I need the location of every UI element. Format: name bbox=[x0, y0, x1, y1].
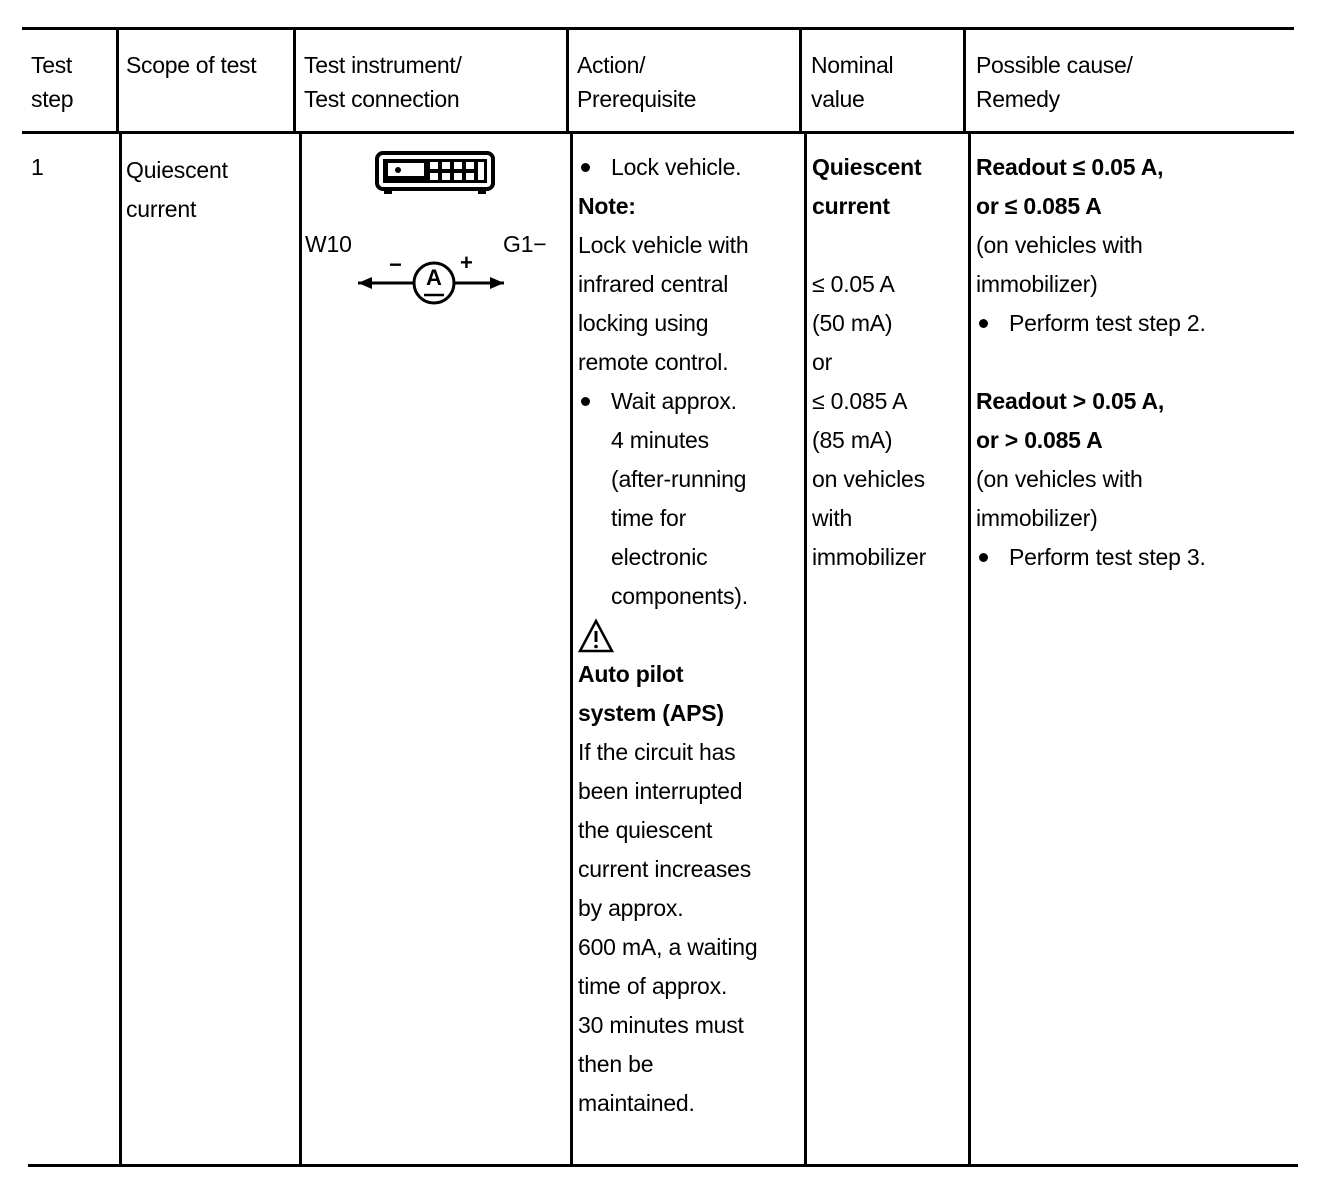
header-action: Action/ Prerequisite bbox=[577, 52, 697, 112]
column-divider-3b bbox=[570, 134, 573, 1167]
connection-right-label: G1− bbox=[503, 231, 547, 257]
bullet-icon bbox=[979, 319, 988, 328]
column-divider-2 bbox=[293, 30, 296, 134]
column-divider-4 bbox=[799, 30, 802, 134]
ammeter-minus-label: − bbox=[389, 252, 402, 277]
header-nominal: Nominal value bbox=[811, 52, 894, 112]
cause-bullet-1: Perform test step 2. bbox=[976, 304, 1296, 343]
row-test-step: 1 bbox=[31, 154, 44, 180]
ammeter-label: A bbox=[426, 265, 442, 290]
bullet-icon bbox=[979, 553, 988, 562]
bullet-icon bbox=[581, 397, 590, 406]
warning-triangle-icon bbox=[578, 616, 806, 655]
column-divider-5b bbox=[968, 134, 971, 1167]
connection-left-label: W10 bbox=[305, 231, 352, 257]
column-divider-5 bbox=[963, 30, 966, 134]
column-divider-1 bbox=[116, 30, 119, 134]
table-bottom-rule bbox=[28, 1164, 1298, 1167]
multimeter-icon bbox=[374, 148, 498, 196]
row-cause: Readout ≤ 0.05 A, or ≤ 0.085 A (on vehicles with immobilizer) Perform test step 2. Readout > 0.05 A, or > 0.085 A (on vehicles with immobilizer) Perform test step 3. bbox=[976, 148, 1296, 577]
warning-title: Auto pilot bbox=[578, 661, 684, 687]
ammeter-plus-label: + bbox=[460, 250, 473, 275]
column-divider-3 bbox=[566, 30, 569, 134]
header-bottom-rule bbox=[22, 131, 1294, 134]
action-bullet-2: Wait approx. bbox=[578, 382, 806, 421]
header-scope: Scope of test bbox=[126, 52, 257, 78]
cause-bullet-2: Perform test step 3. bbox=[976, 538, 1296, 577]
action-bullet-1: Lock vehicle. bbox=[578, 148, 806, 187]
row-action: Lock vehicle. Note: Lock vehicle with infrared central locking using remote control. Wait approx. 4 minutes (after-running time for electronic components). Auto pilot system (APS) If the circuit has been interrupted the quiescent current increases by approx. 600 mA, a waiting time of approx. 30 minutes must then be maintained. bbox=[578, 148, 806, 1123]
header-instrument: Test instrument/ Test connection bbox=[304, 52, 462, 112]
column-divider-2b bbox=[299, 134, 302, 1167]
row-scope: Quiescent current bbox=[126, 157, 228, 222]
column-divider-1b bbox=[119, 134, 122, 1167]
table-top-rule bbox=[22, 27, 1294, 30]
header-cause: Possible cause/ Remedy bbox=[976, 52, 1133, 112]
row-nominal: Quiescent current ≤ 0.05 A (50 mA) or ≤ 0.085 A (85 mA) on vehicles with immobilizer bbox=[812, 154, 927, 570]
bullet-icon bbox=[581, 163, 590, 172]
note-label: Note: bbox=[578, 193, 636, 219]
header-test-step: Test step bbox=[31, 52, 74, 112]
